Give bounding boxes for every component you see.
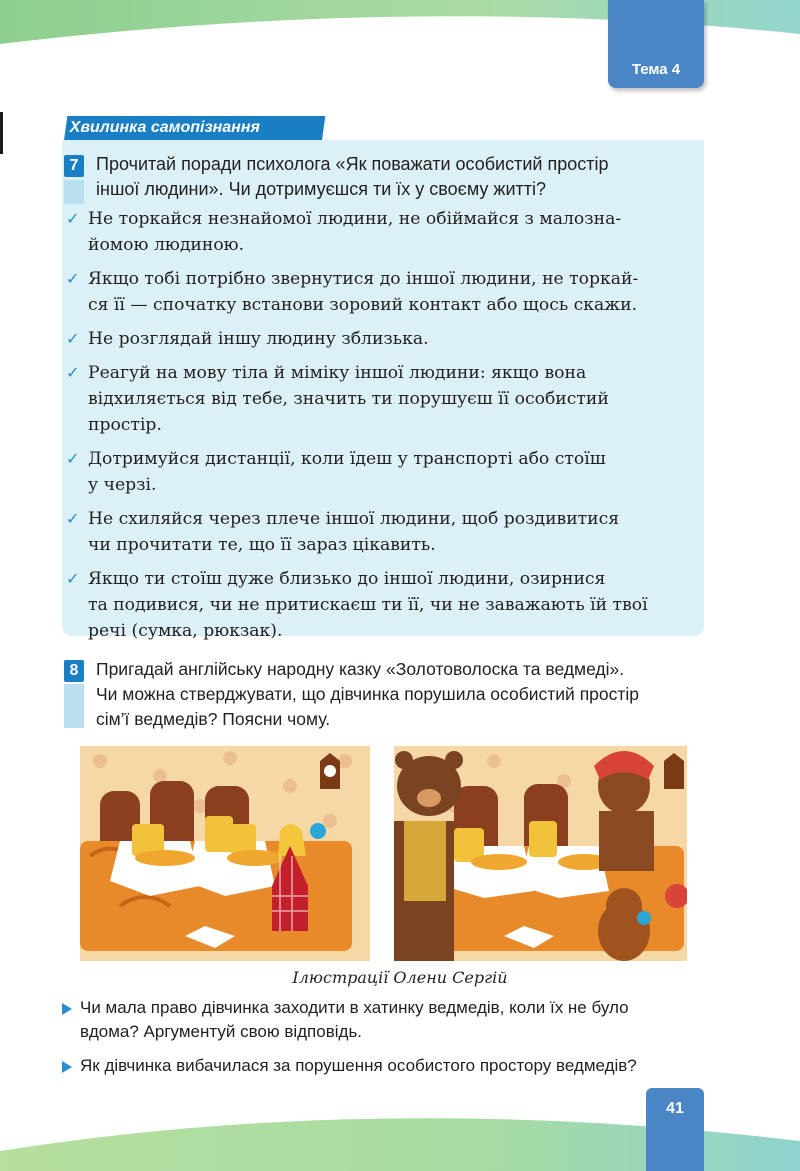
page-number-tab	[646, 1088, 704, 1171]
task7-instruction	[96, 152, 696, 202]
task8-instruction	[96, 657, 716, 732]
page-number: 41	[666, 1100, 684, 1117]
task8-line: Чи можна стверджувати, що дівчинка порушила особистий простір	[96, 684, 640, 704]
checkmark-icon: ✓	[66, 509, 80, 528]
tip-line: Дотримуйся дистанції, коли їдеш у транспорті або стоїш	[88, 449, 606, 469]
task7-number-bar	[64, 180, 84, 204]
task8-number-bar	[64, 684, 84, 728]
tips-list	[66, 206, 696, 652]
question-line: Чи мала право дівчинка заходити в хатинку ведмедів, коли їх не було	[80, 998, 629, 1017]
tip-line: Не схиляйся через плече іншої людини, щоб роздивитися	[88, 509, 620, 529]
tip-line: йомою людиною.	[88, 235, 245, 255]
page-edge-marker	[0, 112, 3, 154]
triangle-bullet-icon	[62, 1003, 72, 1015]
question-line: Як дівчинка вибачилася за порушення особистого простору ведмедів?	[80, 1056, 637, 1075]
tip-item	[66, 266, 696, 318]
tip-line: ся її — спочатку встанови зоровий контакт або щось скажи.	[88, 295, 638, 315]
tip-line: Реагуй на мову тіла й міміку іншої людини: якщо вона	[88, 363, 587, 383]
task7-number: 7	[64, 155, 84, 177]
task7-line: іншої людини». Чи дотримуєшся ти їх у своєму житті?	[96, 179, 547, 199]
tip-line: Якщо тобі потрібно звернутися до іншої людини, не торкай-	[88, 269, 639, 289]
topic-label: Тема 4	[631, 61, 681, 78]
tip-item	[66, 506, 696, 558]
question-item	[62, 1054, 712, 1078]
illustration-caption: Ілюстрації Олени Сергій	[292, 968, 508, 987]
checkmark-icon: ✓	[66, 209, 80, 228]
task8-number: 8	[64, 660, 84, 682]
tip-line: та подивися, чи не притискаєш ти її, чи не заважають їй твої	[88, 595, 648, 615]
tip-item	[66, 566, 696, 644]
bears-at-table-illustration	[394, 746, 687, 961]
tip-line: Не торкайся незнайомої людини, не обіймайся з малозна-	[88, 209, 622, 229]
tip-line: відхиляється від тебе, значить ти порушуєш її особистий	[88, 389, 609, 409]
triangle-bullet-icon	[62, 1061, 72, 1073]
task7-line: Прочитай поради психолога «Як поважати особистий простір	[96, 154, 609, 174]
topic-tab	[608, 0, 704, 88]
goldilocks-at-table-illustration	[80, 746, 370, 961]
tip-item	[66, 360, 696, 438]
checkmark-icon: ✓	[66, 269, 80, 288]
tip-item	[66, 206, 696, 258]
question-line: вдома? Аргументуй свою відповідь.	[80, 1022, 363, 1041]
tip-line: Якщо ти стоїш дуже близько до іншої людини, озирнися	[88, 569, 606, 589]
checkmark-icon: ✓	[66, 569, 80, 588]
questions-list	[62, 996, 712, 1088]
question-item	[62, 996, 712, 1044]
tip-line: Не розглядай іншу людину зблизька.	[88, 329, 429, 349]
section-label-text: Хвилинка самопізнання	[69, 119, 260, 136]
tip-item	[66, 326, 696, 352]
tip-item	[66, 446, 696, 498]
tip-line: простір.	[88, 415, 162, 435]
checkmark-icon: ✓	[66, 449, 80, 468]
task8-line: сім’ї ведмедів? Поясни чому.	[96, 709, 331, 729]
section-label	[64, 116, 325, 140]
checkmark-icon: ✓	[66, 329, 80, 348]
tip-line: чи прочитати те, що її зараз цікавить.	[88, 535, 436, 555]
tip-line: речі (сумка, рюкзак).	[88, 621, 283, 641]
tip-line: у черзі.	[88, 475, 157, 495]
task8-line: Пригадай англійську народну казку «Золотоволоска та ведмеді».	[96, 659, 625, 679]
checkmark-icon: ✓	[66, 363, 80, 382]
